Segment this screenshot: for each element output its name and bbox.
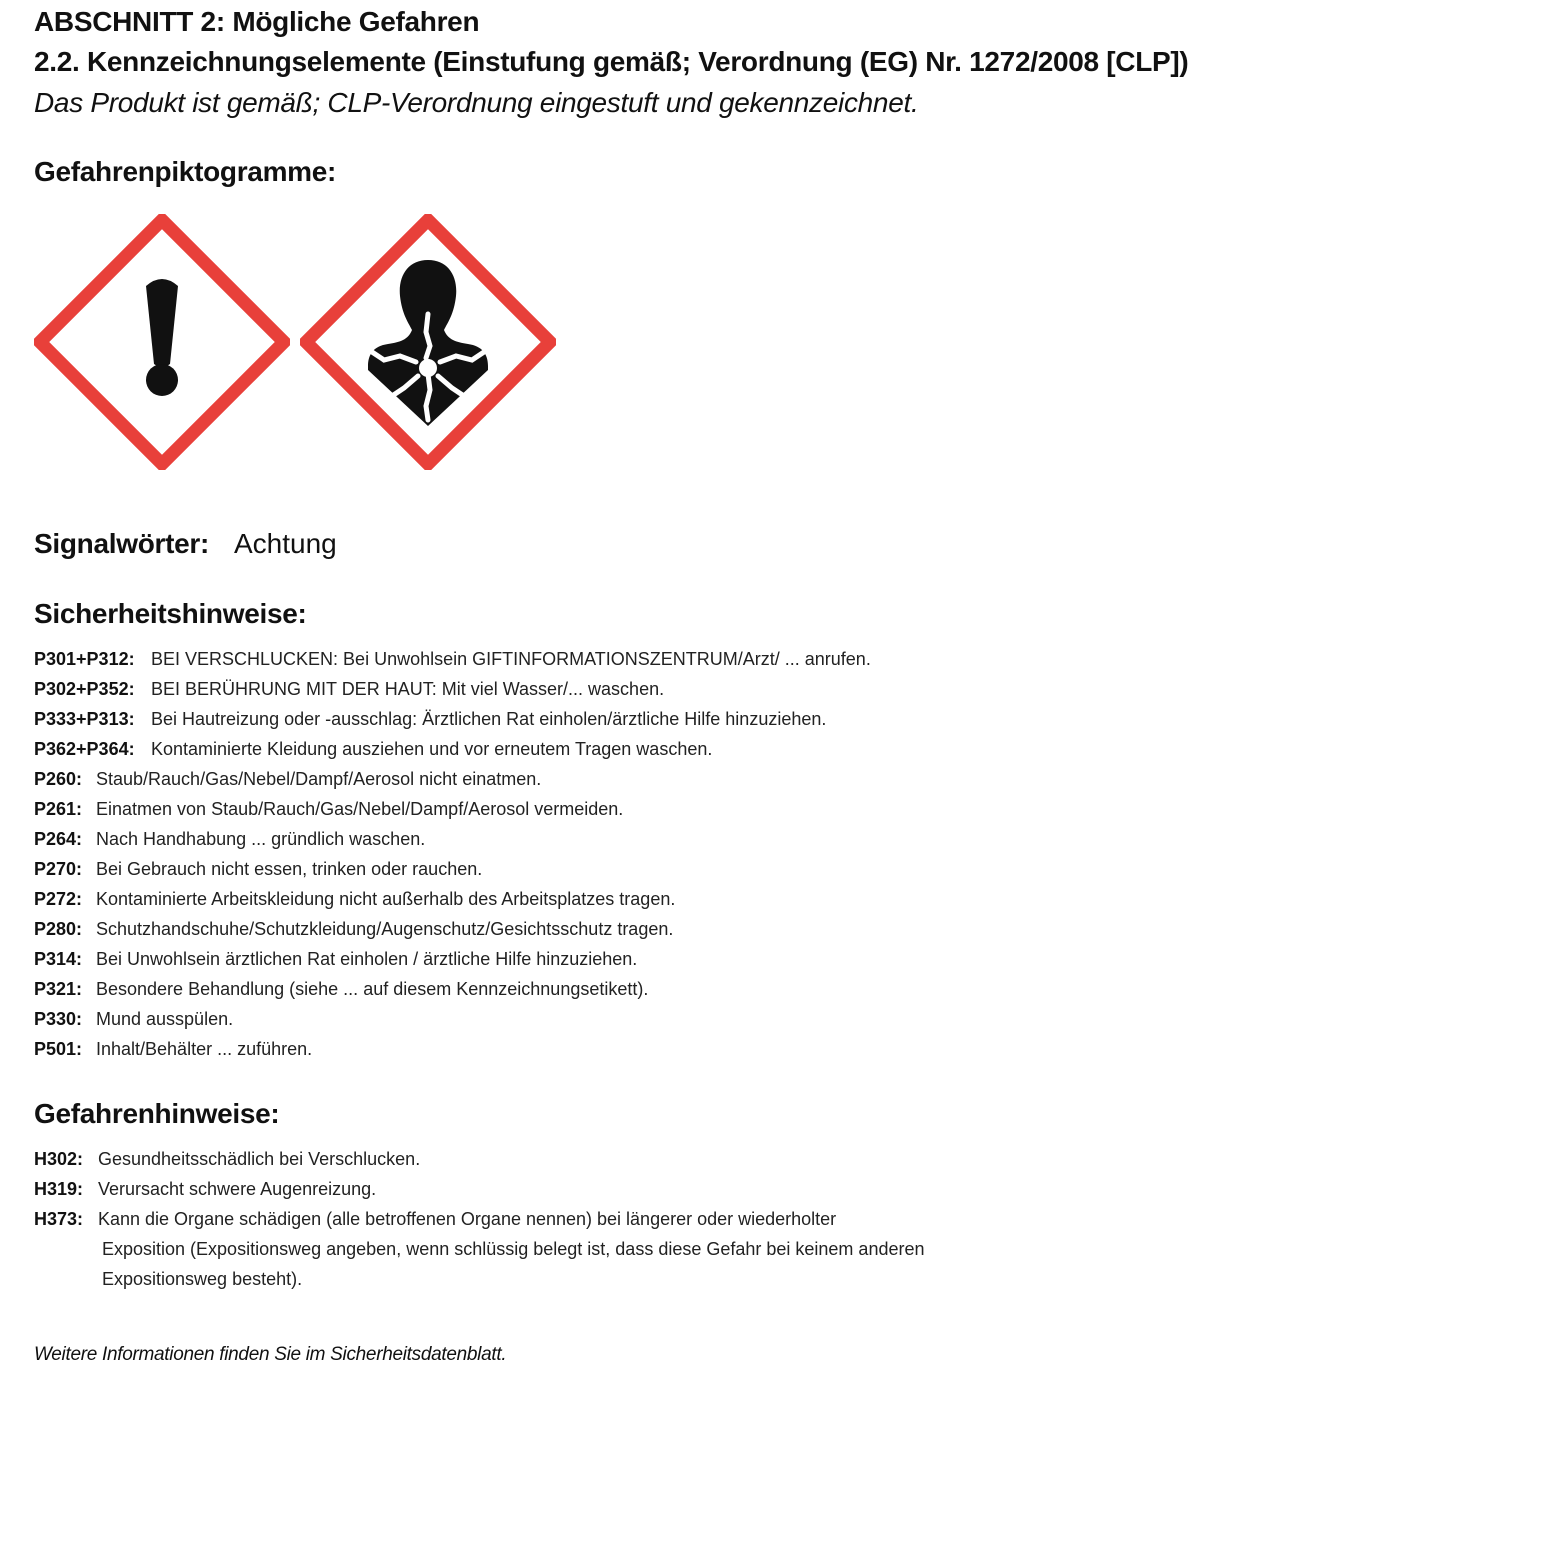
- statement-code: P264:: [34, 829, 83, 849]
- statement-code: P314:: [34, 949, 83, 969]
- health-hazard-icon: [300, 214, 556, 470]
- statement-text: Nach Handhabung ... gründlich waschen.: [96, 829, 426, 849]
- section-heading: ABSCHNITT 2: Mögliche Gefahren: [34, 6, 480, 37]
- signal-word-row: [34, 528, 337, 560]
- statement-code: P501:: [34, 1039, 83, 1059]
- signal-word-value: Achtung: [234, 528, 337, 559]
- signal-word-label: Signalwörter:: [34, 528, 210, 559]
- intro-text: Das Produkt ist gemäß; CLP-Verordnung eingestuft und gekennzeichnet.: [34, 87, 919, 118]
- footer-note: Weitere Informationen finden Sie im Sicherheitsdatenblatt.: [34, 1344, 507, 1365]
- statement-text: Schutzhandschuhe/Schutzkleidung/Augenschutz/Gesichtsschutz tragen.: [96, 919, 674, 939]
- hazard-title: Gefahrenhinweise:: [34, 1098, 280, 1129]
- statement-text: Verursacht schwere Augenreizung.: [98, 1179, 377, 1199]
- statement-code: P302+P352:: [34, 679, 135, 699]
- statement-code: P272:: [34, 889, 83, 909]
- statement-code: H302:: [34, 1149, 84, 1169]
- statement-text: Bei Unwohlsein ärztlichen Rat einholen / ärztliche Hilfe hinzuziehen.: [96, 949, 638, 969]
- statement-code: P321:: [34, 979, 83, 999]
- statement-text: BEI VERSCHLUCKEN: Bei Unwohlsein GIFTINFORMATIONSZENTRUM/Arzt/ ... anrufen.: [151, 649, 871, 669]
- statement-code: P362+P364:: [34, 739, 135, 759]
- statement-continuation: Expositionsweg besteht).: [102, 1269, 303, 1289]
- pictogram-row: [34, 214, 556, 470]
- statement-text: Einatmen von Staub/Rauch/Gas/Nebel/Dampf/Aerosol vermeiden.: [96, 799, 624, 819]
- statement-text: Kontaminierte Kleidung ausziehen und vor erneutem Tragen waschen.: [151, 739, 713, 759]
- statement-text: BEI BERÜHRUNG MIT DER HAUT: Mit viel Wasser/... waschen.: [151, 679, 665, 699]
- statement-text: Gesundheitsschädlich bei Verschlucken.: [98, 1149, 421, 1169]
- statement-continuation: Exposition (Expositionsweg angeben, wenn schlüssig belegt ist, dass diese Gefahr bei keinem anderen: [102, 1239, 925, 1259]
- statement-text: Kann die Organe schädigen (alle betroffenen Organe nennen) bei längerer oder wiederholter: [98, 1209, 837, 1229]
- statement-text: Kontaminierte Arbeitskleidung nicht außerhalb des Arbeitsplatzes tragen.: [96, 889, 676, 909]
- statement-code: H373:: [34, 1209, 84, 1229]
- pictograms-title: Gefahrenpiktogramme:: [34, 156, 337, 187]
- statement-code: P330:: [34, 1009, 83, 1029]
- statement-code: P270:: [34, 859, 83, 879]
- statement-text: Inhalt/Behälter ... zuführen.: [96, 1039, 313, 1059]
- statement-code: P301+P312:: [34, 649, 135, 669]
- exclamation-mark-icon: [34, 214, 290, 470]
- statement-code: P333+P313:: [34, 709, 135, 729]
- statement-text: Bei Gebrauch nicht essen, trinken oder rauchen.: [96, 859, 483, 879]
- statement-code: P260:: [34, 769, 83, 789]
- statement-text: Staub/Rauch/Gas/Nebel/Dampf/Aerosol nicht einatmen.: [96, 769, 542, 789]
- statement-code: P261:: [34, 799, 83, 819]
- statement-text: Bei Hautreizung oder -ausschlag: Ärztlichen Rat einholen/ärztliche Hilfe hinzuziehen.: [151, 709, 827, 729]
- statement-code: H319:: [34, 1179, 84, 1199]
- statement-code: P280:: [34, 919, 83, 939]
- precautionary-title: Sicherheitshinweise:: [34, 598, 307, 629]
- statement-text: Besondere Behandlung (siehe ... auf diesem Kennzeichnungsetikett).: [96, 979, 649, 999]
- subsection-heading: 2.2. Kennzeichnungselemente (Einstufung gemäß; Verordnung (EG) Nr. 1272/2008 [CLP]): [34, 46, 1189, 77]
- statement-text: Mund ausspülen.: [96, 1009, 234, 1029]
